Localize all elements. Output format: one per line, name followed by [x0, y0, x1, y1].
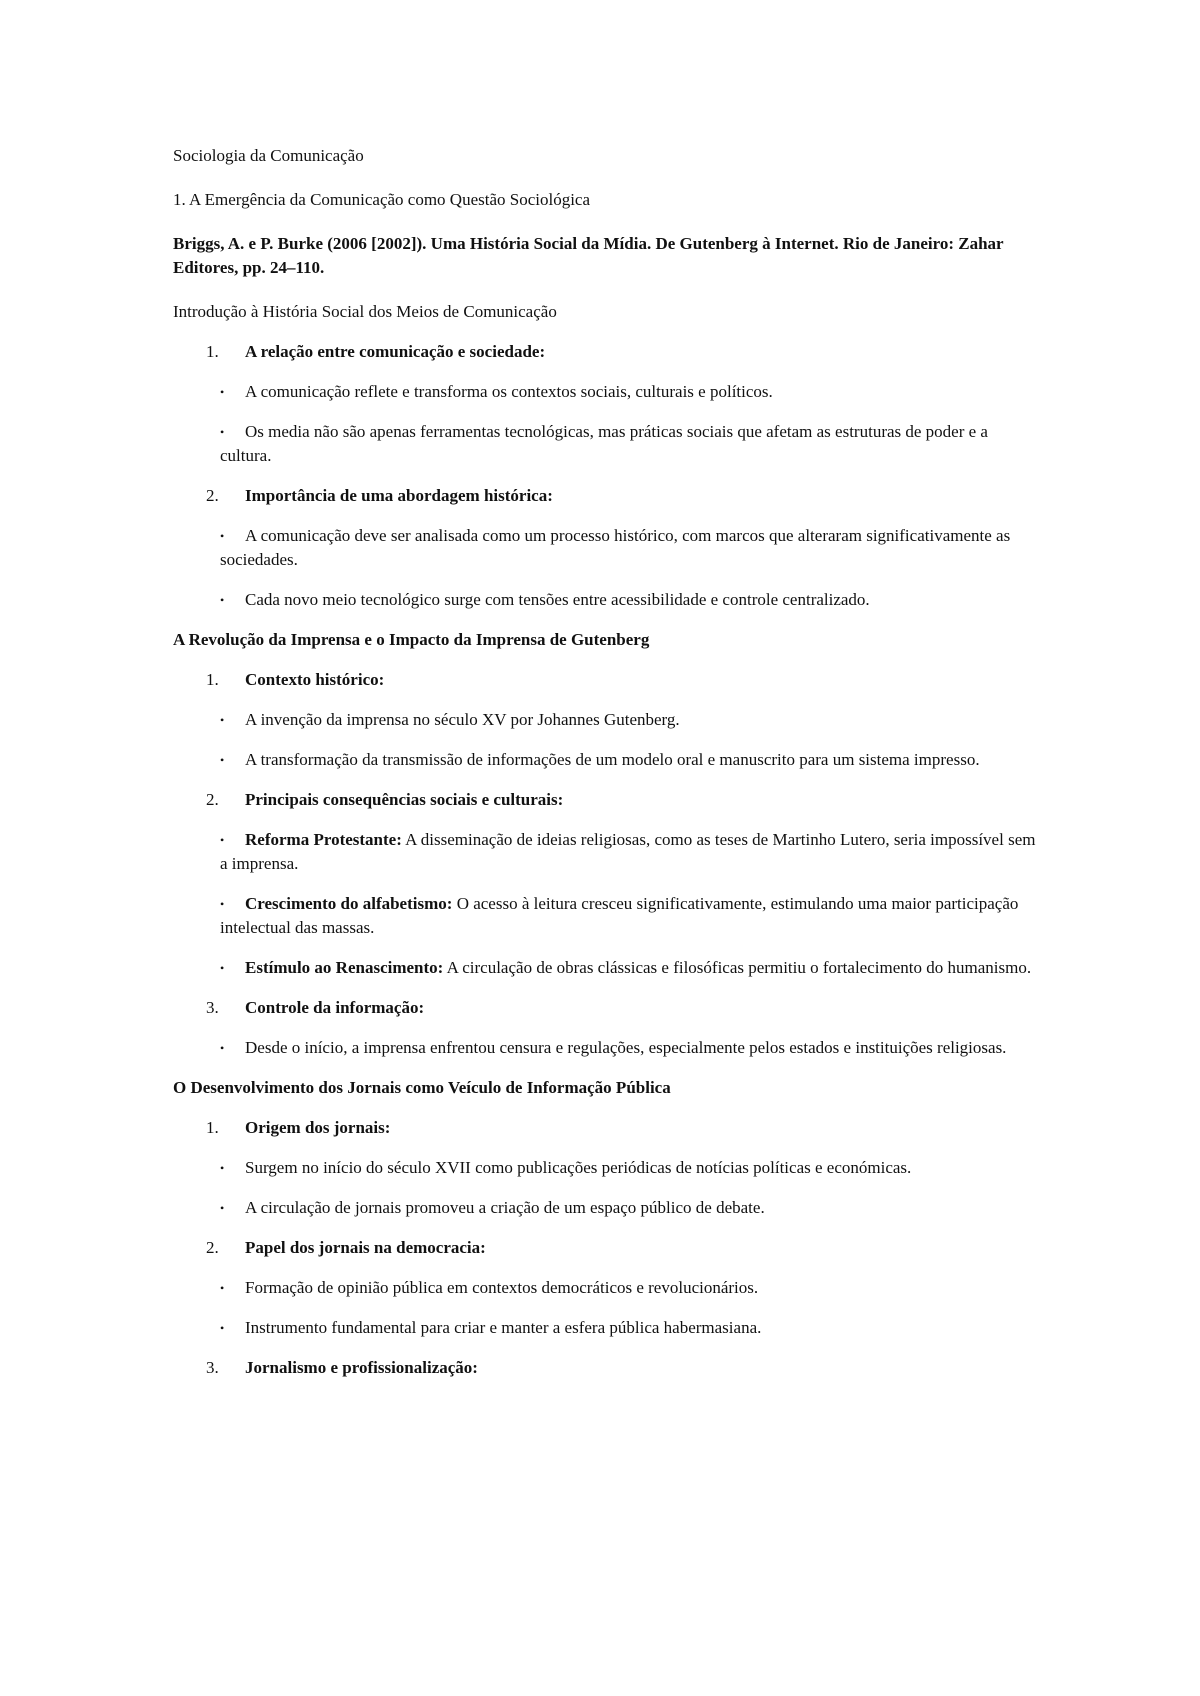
item-label: Contexto histórico:	[245, 670, 385, 689]
bullet-item	[173, 1036, 1039, 1060]
bullet-item	[173, 1316, 1039, 1340]
document-page	[173, 144, 1039, 1396]
bullet-text: A comunicação deve ser analisada como um processo histórico, com marcos que alteraram significativamente as sociedades.	[220, 526, 1011, 569]
bullet-item	[173, 708, 1039, 732]
item-label: A relação entre comunicação e sociedade:	[245, 342, 546, 361]
bullet-icon: •	[220, 529, 225, 543]
bullet-text: A invenção da imprensa no século XV por Johannes Gutenberg.	[245, 710, 680, 729]
item-label: Papel dos jornais na democracia:	[245, 1238, 486, 1257]
bullet-text: Formação de opinião pública em contextos democráticos e revolucionários.	[245, 1278, 759, 1297]
bullet-item	[173, 748, 1039, 772]
document-title: Sociologia da Comunicação	[173, 146, 364, 165]
bullet-key: Estímulo ao Renascimento:	[245, 958, 444, 977]
bullet-item	[173, 380, 1039, 404]
numbered-item	[173, 1116, 1039, 1140]
bullet-text: A transformação da transmissão de informações de um modelo oral e manuscrito para um sistema impresso.	[245, 750, 980, 769]
numbered-item	[173, 1356, 1039, 1380]
bullet-item	[173, 1196, 1039, 1220]
bullet-text: Surgem no início do século XVII como publicações periódicas de notícias políticas e económicas.	[245, 1158, 912, 1177]
bullet-item	[173, 828, 1039, 876]
numbered-item	[173, 1236, 1039, 1260]
bullet-icon: •	[220, 961, 225, 975]
numbered-item	[173, 340, 1039, 364]
item-number: 3.	[206, 998, 219, 1017]
bullet-item	[173, 420, 1039, 468]
item-number: 1.	[206, 1118, 219, 1137]
bullet-key: Crescimento do alfabetismo:	[245, 894, 453, 913]
numbered-item	[173, 788, 1039, 812]
bullet-icon: •	[220, 1201, 225, 1215]
bullet-icon: •	[220, 1041, 225, 1055]
bullet-text: O acesso à leitura cresceu significativamente, estimulando uma maior participação intelectual das massas.	[220, 894, 1019, 937]
bullet-text: A circulação de jornais promoveu a criação de um espaço público de debate.	[245, 1198, 765, 1217]
item-number: 2.	[206, 1238, 219, 1257]
subsection-heading-intro: Introdução à História Social dos Meios de Comunicação	[173, 302, 557, 321]
item-label: Importância de uma abordagem histórica:	[245, 486, 553, 505]
numbered-item	[173, 996, 1039, 1020]
bullet-icon: •	[220, 713, 225, 727]
item-label: Origem dos jornais:	[245, 1118, 391, 1137]
bibliographic-reference: Briggs, A. e P. Burke (2006 [2002]). Uma História Social da Mídia. De Gutenberg à Internet. Rio de Janeiro: Zahar Editores, pp. 24–110.	[173, 234, 1004, 277]
bullet-text: A comunicação reflete e transforma os contextos sociais, culturais e políticos.	[245, 382, 773, 401]
bullet-icon: •	[220, 833, 225, 847]
bullet-text: A disseminação de ideias religiosas, como as teses de Martinho Lutero, seria impossível sem a imprensa.	[220, 830, 1036, 873]
bullet-text: Cada novo meio tecnológico surge com tensões entre acessibilidade e controle centralizado.	[245, 590, 870, 609]
bullet-icon: •	[220, 1161, 225, 1175]
bullet-item	[173, 956, 1039, 980]
item-label: Jornalismo e profissionalização:	[245, 1358, 478, 1377]
bullet-item	[173, 1276, 1039, 1300]
bullet-icon: •	[220, 897, 225, 911]
item-number: 1.	[206, 342, 219, 361]
bullet-item	[173, 1156, 1039, 1180]
bullet-icon: •	[220, 753, 225, 767]
item-number: 2.	[206, 486, 219, 505]
bullet-text: Os media não são apenas ferramentas tecnológicas, mas práticas sociais que afetam as estruturas de poder e a cultura.	[220, 422, 988, 465]
bullet-icon: •	[220, 593, 225, 607]
numbered-item	[173, 668, 1039, 692]
item-label: Controle da informação:	[245, 998, 425, 1017]
bullet-text: Desde o início, a imprensa enfrentou censura e regulações, especialmente pelos estados e instituições religiosas.	[245, 1038, 1007, 1057]
bullet-item	[173, 892, 1039, 940]
bullet-icon: •	[220, 1321, 225, 1335]
bullet-text: A circulação de obras clássicas e filosóficas permitiu o fortalecimento do humanismo.	[443, 958, 1032, 977]
bullet-key: Reforma Protestante:	[245, 830, 402, 849]
subsection-heading-gutenberg: A Revolução da Imprensa e o Impacto da Imprensa de Gutenberg	[173, 630, 650, 649]
section-heading: 1. A Emergência da Comunicação como Questão Sociológica	[173, 190, 591, 209]
bullet-item	[173, 588, 1039, 612]
item-label: Principais consequências sociais e culturais:	[245, 790, 564, 809]
subsection-heading-newspapers: O Desenvolvimento dos Jornais como Veículo de Informação Pública	[173, 1078, 671, 1097]
bullet-icon: •	[220, 425, 225, 439]
bullet-text: Instrumento fundamental para criar e manter a esfera pública habermasiana.	[245, 1318, 762, 1337]
numbered-item	[173, 484, 1039, 508]
item-number: 2.	[206, 790, 219, 809]
bullet-icon: •	[220, 385, 225, 399]
bullet-icon: •	[220, 1281, 225, 1295]
item-number: 1.	[206, 670, 219, 689]
bullet-item	[173, 524, 1039, 572]
item-number: 3.	[206, 1358, 219, 1377]
